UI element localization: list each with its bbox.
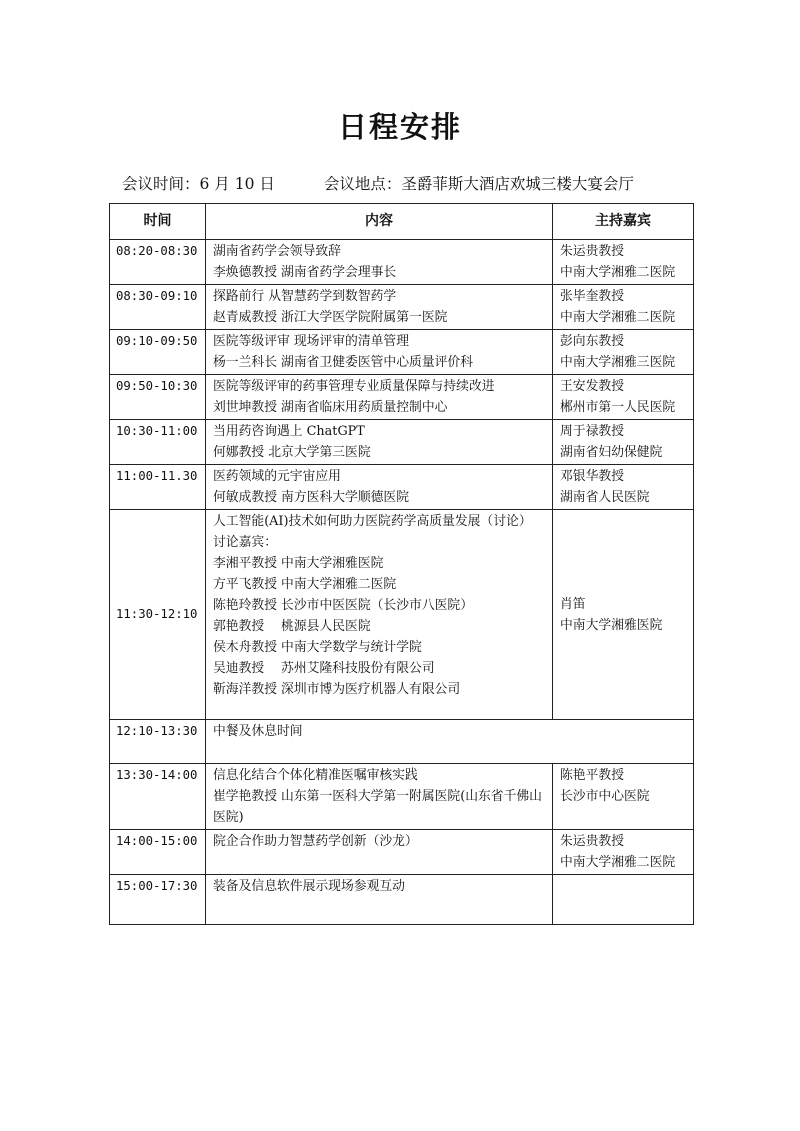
content-cell [206,330,553,375]
host-line: 中南大学湘雅二医院 [560,310,676,325]
content-line: 何娜教授 北京大学第三医院 [213,445,371,460]
host-line: 肖笛 [560,596,586,612]
host-line: 彭向东教授 [560,334,624,349]
host-cell [553,240,694,285]
host-line: 湖南省妇幼保健院 [560,445,663,460]
time-cell: 14:00-15:00 [110,830,206,875]
content-line: 讨论嘉宾： [213,535,277,550]
table-row [110,240,694,285]
host-cell [553,875,694,925]
table-row [110,420,694,465]
host-line: 中南大学湘雅医院 [560,617,663,633]
content-line: 李焕德教授 湖南省药学会理事长 [213,265,397,280]
header-content: 内容 [206,204,553,240]
time-cell: 11:00-11.30 [110,465,206,510]
content-line: 信息化结合个体化精准医嘱审核实践 [213,768,418,783]
content-cell [206,510,553,720]
host-cell [553,420,694,465]
time-cell: 08:30-09:10 [110,285,206,330]
schedule-body [110,240,694,925]
table-row [110,720,694,764]
host-cell [553,764,694,830]
content-line: 吴迪教授 苏州艾隆科技股份有限公司 [213,661,435,676]
content-cell [206,420,553,465]
host-line: 周于禄教授 [560,424,624,439]
meeting-info [122,172,634,194]
content-cell [206,240,553,285]
content-line: 杨一兰科长 湖南省卫健委医管中心质量评价科 [213,355,474,370]
content-line: 刘世坤教授 湖南省临床用药质量控制中心 [213,400,448,415]
host-line: 湖南省人民医院 [560,490,650,505]
time-cell: 15:00-17:30 [110,875,206,925]
table-row [110,330,694,375]
schedule-table [109,203,694,925]
table-row [110,764,694,830]
table-row [110,830,694,875]
content-line: 赵青威教授 浙江大学医学院附属第一医院 [213,310,448,325]
header-host: 主持嘉宾 [553,204,694,240]
content-line: 医药领域的元宇宙应用 [213,469,341,484]
host-line: 中南大学湘雅三医院 [560,355,676,370]
content-line: 医院等级评审 现场评审的清单管理 [213,334,410,349]
host-line: 长沙市中心医院 [560,789,650,804]
content-line: 郭艳教授 桃源县人民医院 [213,619,371,634]
meeting-location: 会议地点：圣爵菲斯大酒店欢城三楼大宴会厅 [323,175,634,193]
host-line: 朱运贵教授 [560,244,624,259]
content-cell [206,285,553,330]
time-cell: 08:20-08:30 [110,240,206,285]
content-line: 当用药咨询遇上 ChatGPT [213,424,365,439]
content-line: 李湘平教授 中南大学湘雅医院 [213,556,384,571]
meeting-time: 会议时间：6 月 10 日 [122,175,275,193]
host-cell [553,830,694,875]
time-cell: 12:10-13:30 [110,720,206,764]
content-cell [206,875,553,925]
content-line: 陈艳玲教授 长沙市中医医院（长沙市八医院） [213,598,474,613]
host-line: 中南大学湘雅二医院 [560,265,676,280]
time-cell: 09:10-09:50 [110,330,206,375]
content-cell [206,465,553,510]
host-line: 张毕奎教授 [560,289,624,304]
content-line: 中餐及休息时间 [213,724,303,739]
content-line: 何敏成教授 南方医科大学顺德医院 [213,490,410,505]
table-header-row [110,204,694,240]
host-line: 邓银华教授 [560,469,624,484]
table-row [110,375,694,420]
host-cell [553,330,694,375]
host-cell [553,375,694,420]
content-line: 靳海洋教授 深圳市博为医疗机器人有限公司 [213,682,461,697]
table-row [110,285,694,330]
content-line: 湖南省药学会领导致辞 [213,244,341,259]
table-row [110,465,694,510]
content-cell [206,375,553,420]
content-cell [206,830,553,875]
content-cell [206,720,694,764]
content-line: 装备及信息软件展示现场参观互动 [213,879,405,894]
host-line: 陈艳平教授 [560,768,624,783]
content-line: 崔学艳教授 山东第一医科大学第一附属医院(山东省千佛山医院) [213,789,542,825]
page-title: 日程安排 [337,110,462,144]
content-cell [206,764,553,830]
content-line: 人工智能(AI)技术如何助力医院药学高质量发展（讨论） [213,514,532,529]
time-cell: 09:50-10:30 [110,375,206,420]
time-cell: 10:30-11:00 [110,420,206,465]
time-cell: 13:30-14:00 [110,764,206,830]
content-line: 方平飞教授 中南大学湘雅二医院 [213,577,397,592]
table-row [110,875,694,925]
time-cell: 11:30-12:10 [110,510,206,720]
content-line: 侯木舟教授 中南大学数学与统计学院 [213,640,422,655]
host-cell [553,285,694,330]
host-cell [553,510,694,720]
host-line: 王安发教授 [560,379,624,394]
table-row [110,510,694,720]
host-line: 郴州市第一人民医院 [560,400,676,415]
content-line: 探路前行 从智慧药学到数智药学 [213,289,397,304]
host-line: 中南大学湘雅二医院 [560,855,676,870]
header-time: 时间 [110,204,206,240]
content-line: 医院等级评审的药事管理专业质量保障与持续改进 [213,379,495,394]
host-cell [553,465,694,510]
host-line: 朱运贵教授 [560,834,624,849]
content-line: 院企合作助力智慧药学创新（沙龙） [213,834,418,849]
